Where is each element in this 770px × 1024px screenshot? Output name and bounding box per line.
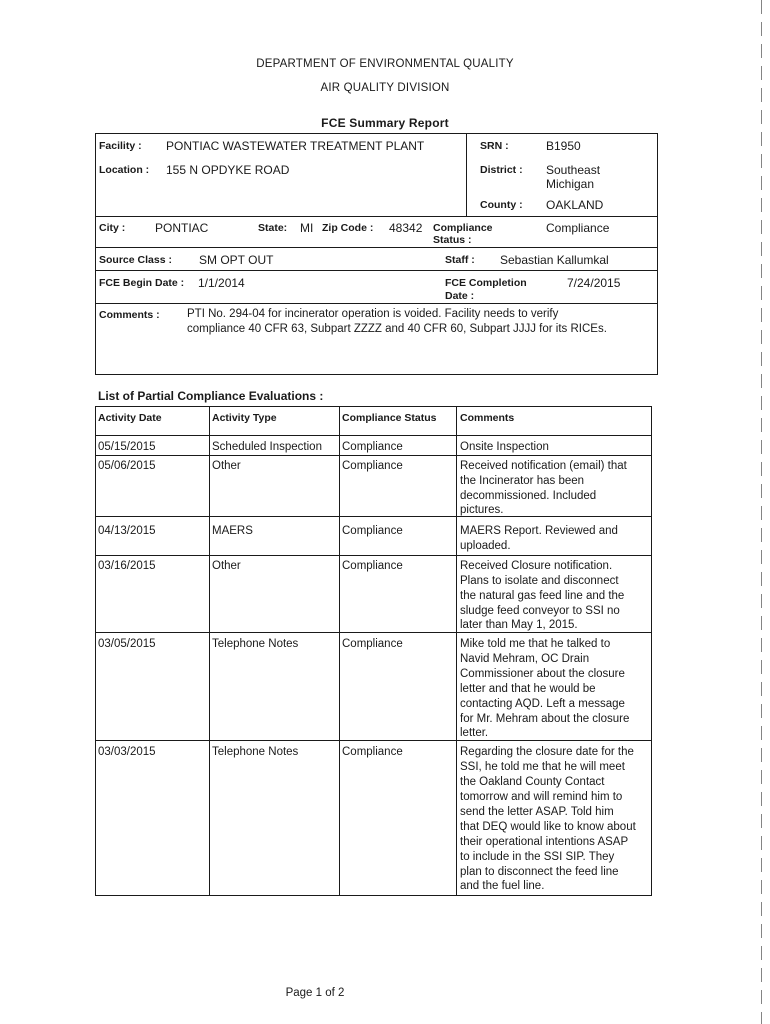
staff-label: Staff : bbox=[445, 254, 475, 266]
activity-type: Telephone Notes bbox=[212, 638, 299, 650]
comment-line: that DEQ would like to know about bbox=[460, 821, 636, 833]
comment-line: Plans to isolate and disconnect bbox=[460, 575, 619, 587]
zip-label: Zip Code : bbox=[322, 222, 374, 234]
comments-label: Comments : bbox=[99, 309, 160, 321]
comment-line: Commissioner about the closure bbox=[460, 668, 625, 680]
compliance-status-label-line1: Compliance bbox=[433, 222, 493, 234]
comment-line: letter and that he would be bbox=[460, 683, 596, 695]
comment-line: pictures. bbox=[460, 504, 504, 516]
activity-date: 05/15/2015 bbox=[98, 441, 156, 453]
comment-line: Received Closure notification. bbox=[460, 560, 613, 572]
comment-line: to include in the SSI SIP. They bbox=[460, 851, 615, 863]
comment-line: Regarding the closure date for the bbox=[460, 746, 634, 758]
col-header-activity-date: Activity Date bbox=[98, 412, 162, 424]
division-title: AIR QUALITY DIVISION bbox=[320, 82, 450, 94]
col-header-compliance-status: Compliance Status bbox=[342, 412, 437, 424]
completion-label-line2: Date : bbox=[445, 290, 475, 302]
page-number: Page 1 of 2 bbox=[285, 987, 345, 999]
activity-date: 04/13/2015 bbox=[98, 525, 156, 537]
comment-line: uploaded. bbox=[460, 540, 511, 552]
begin-date-label: FCE Begin Date : bbox=[99, 277, 185, 289]
col-header-comments: Comments bbox=[460, 412, 515, 424]
comment-line: the Oakland County Contact bbox=[460, 776, 605, 788]
completion-value: 7/24/2015 bbox=[567, 276, 621, 290]
col-header-activity-type: Activity Type bbox=[212, 412, 277, 424]
facility-value: PONTIAC WASTEWATER TREATMENT PLANT bbox=[166, 139, 425, 153]
city-value: PONTIAC bbox=[155, 221, 209, 235]
source-class-label: Source Class : bbox=[99, 254, 172, 266]
activity-type: Scheduled Inspection bbox=[212, 441, 322, 453]
comment-line: Navid Mehram, OC Drain bbox=[460, 653, 590, 665]
activity-type: MAERS bbox=[212, 525, 253, 537]
comments-line2: compliance 40 CFR 63, Subpart ZZZZ and 40 CFR 60, Subpart JJJJ for its RICEs. bbox=[187, 323, 607, 335]
compliance-status: Compliance bbox=[342, 638, 403, 650]
activity-date: 03/05/2015 bbox=[98, 638, 156, 650]
district-value-line1: Southeast bbox=[546, 163, 601, 177]
comment-line: contacting AQD. Left a message bbox=[460, 698, 625, 710]
county-label: County : bbox=[480, 199, 523, 211]
state-label: State: bbox=[258, 222, 288, 234]
srn-value: B1950 bbox=[546, 139, 581, 153]
compliance-status-value: Compliance bbox=[546, 221, 610, 235]
staff-value: Sebastian Kallumkal bbox=[500, 253, 609, 267]
comment-line: the Incinerator has been bbox=[460, 475, 585, 487]
comment-line: for Mr. Mehram about the closure bbox=[460, 713, 630, 725]
completion-label-line1: FCE Completion bbox=[445, 277, 527, 289]
comment-line: MAERS Report. Reviewed and bbox=[460, 525, 618, 537]
compliance-status: Compliance bbox=[342, 460, 403, 472]
compliance-status-label-line2: Status : bbox=[433, 234, 472, 246]
district-label: District : bbox=[480, 164, 523, 176]
city-label: City : bbox=[99, 222, 126, 234]
county-value: OAKLAND bbox=[546, 198, 604, 212]
comment-line: sludge feed conveyor to SSI no bbox=[460, 605, 620, 617]
srn-label: SRN : bbox=[480, 140, 509, 152]
activity-date: 05/06/2015 bbox=[98, 460, 156, 472]
comment-line: tomorrow and will remind him to bbox=[460, 791, 623, 803]
comment-line: later than May 1, 2015. bbox=[460, 619, 578, 631]
location-value: 155 N OPDYKE ROAD bbox=[166, 163, 290, 177]
state-value: MI bbox=[300, 221, 314, 235]
pce-title: List of Partial Compliance Evaluations : bbox=[98, 389, 324, 403]
comment-line: Mike told me that he talked to bbox=[460, 638, 611, 650]
comment-line: Onsite Inspection bbox=[460, 441, 549, 453]
comment-line: their operational intentions ASAP bbox=[460, 836, 629, 848]
compliance-status: Compliance bbox=[342, 560, 403, 572]
department-title: DEPARTMENT OF ENVIRONMENTAL QUALITY bbox=[256, 58, 514, 70]
comment-line: send the letter ASAP. Told him bbox=[460, 806, 614, 818]
begin-date-value: 1/1/2014 bbox=[198, 276, 245, 290]
compliance-status: Compliance bbox=[342, 441, 403, 453]
comment-line: letter. bbox=[460, 727, 489, 739]
activity-date: 03/03/2015 bbox=[98, 746, 156, 758]
comment-line: decommissioned. Included bbox=[460, 490, 597, 502]
activity-date: 03/16/2015 bbox=[98, 560, 156, 572]
comment-line: Received notification (email) that bbox=[460, 460, 627, 472]
comment-line: the natural gas feed line and the bbox=[460, 590, 625, 602]
activity-type: Telephone Notes bbox=[212, 746, 299, 758]
facility-label: Facility : bbox=[99, 140, 142, 152]
report-title: FCE Summary Report bbox=[321, 116, 449, 130]
comment-line: and the fuel line. bbox=[460, 880, 545, 892]
comment-line: plan to disconnect the feed line bbox=[460, 866, 619, 878]
compliance-status: Compliance bbox=[342, 525, 403, 537]
activity-type: Other bbox=[212, 460, 241, 472]
district-value-line2: Michigan bbox=[546, 177, 595, 191]
location-label: Location : bbox=[99, 164, 150, 176]
source-class-value: SM OPT OUT bbox=[199, 253, 274, 267]
comments-line1: PTI No. 294-04 for incinerator operation is voided. Facility needs to verify bbox=[187, 308, 559, 320]
compliance-status: Compliance bbox=[342, 746, 403, 758]
comment-line: SSI, he told me that he will meet bbox=[460, 761, 625, 773]
zip-value: 48342 bbox=[389, 221, 423, 235]
activity-type: Other bbox=[212, 560, 241, 572]
scan-edge bbox=[761, 0, 762, 1024]
